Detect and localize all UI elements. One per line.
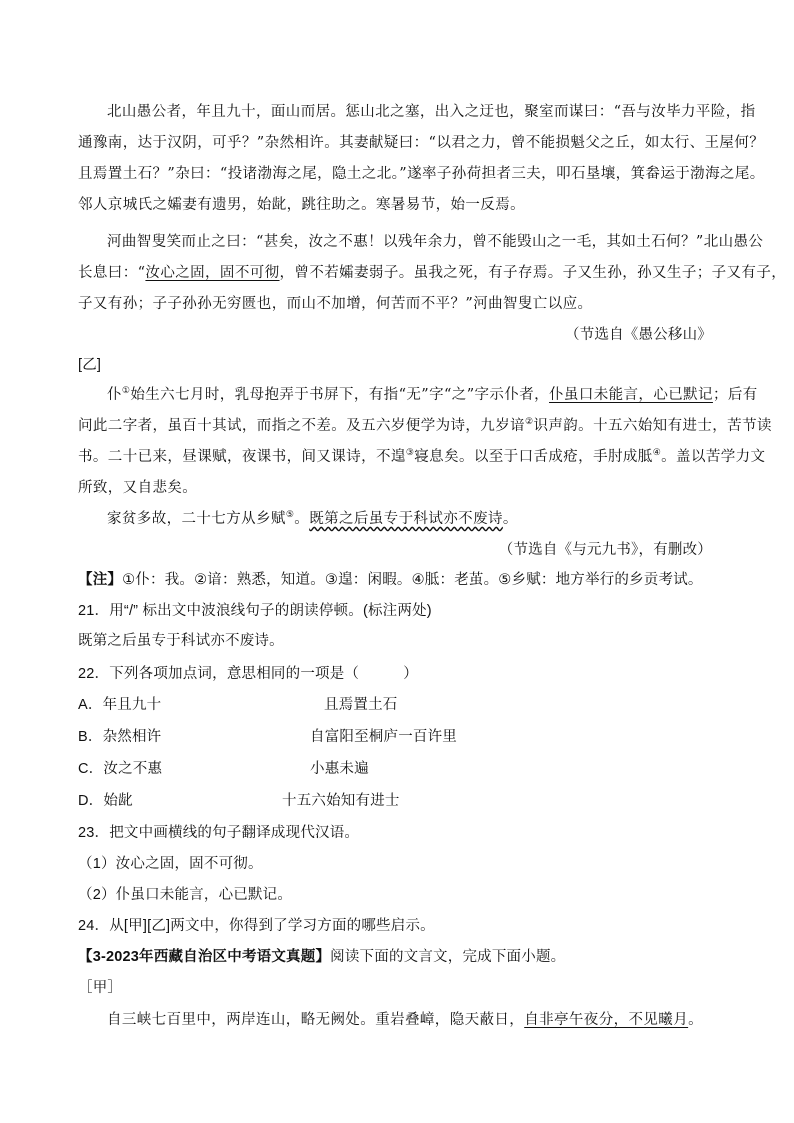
text-segment: 识声韵。十五六始知有进士，苦节读: [533, 418, 772, 434]
passage-b-line-2: [78, 411, 772, 442]
passage-b-line-4: 所致，又自悲矣。: [78, 480, 198, 496]
text-segment: 。盖以苦学力文: [661, 449, 766, 465]
text-segment: 书。二十已来，昼课赋，夜课书，间又课诗，不遑: [78, 449, 406, 465]
text-segment: ；后有: [712, 387, 758, 403]
next-section-line-1: [78, 1005, 728, 1036]
option-d-left: D．始龀: [78, 793, 133, 809]
option-b-left: B．杂然相许: [78, 729, 162, 745]
passage-b-label: [乙]: [78, 357, 102, 373]
question-22-option-b: [78, 722, 728, 753]
passage-a-p2-line-1: 河曲智叟笑而止之曰：“甚矣，汝之不惠！以残年余力，曾不能毁山之一毛，其如土石何？”北山愚公: [107, 234, 764, 250]
option-a-right: 且焉置土石: [324, 697, 398, 713]
underlined-sentence-1: 汝心之固，固不可彻: [145, 265, 280, 281]
notes-label: 【注】: [78, 572, 123, 588]
notes: [78, 565, 728, 596]
option-c-left: C．汝之不惠: [78, 761, 163, 777]
passage-b-p2: [78, 504, 728, 535]
option-b-right: 自富阳至桐庐一百许里: [310, 729, 457, 745]
notes-text: ①仆：我。②谙：熟悉，知道。③遑：闲暇。④胝：老茧。⑤乡赋：地方举行的乡贡考试。: [122, 572, 703, 588]
underlined-sentence-2: 仆虽口未能言，心已默记: [549, 387, 713, 403]
passage-a-line-1: 北山愚公者，年且九十，面山而居。惩山北之塞，出入之迂也，聚室而谋曰：“吾与汝毕力平险，指: [107, 104, 756, 120]
question-21-stem: 21．用“/” 标出文中波浪线句子的朗读停顿。(标注两处): [78, 603, 432, 619]
note-marker-5: ⑤: [285, 510, 295, 521]
text-segment: 问此二字者，虽百十其试，而指之不差。及五六岁便学为诗，九岁谙: [78, 418, 525, 434]
question-21-sentence: 既第之后虽专于科试亦不废诗。: [78, 633, 284, 649]
text-segment: 。: [502, 511, 518, 527]
text-segment: 始生六七月时，乳母抱弄于书屏下，有指“无”字“之”字示仆者，: [130, 387, 550, 403]
text-segment: 。: [294, 511, 310, 527]
text-segment: 寝息矣。以至于口舌成疮，手肘成胝: [414, 449, 653, 465]
option-c-right: 小惠未遍: [310, 761, 369, 777]
next-section-title: [78, 942, 728, 973]
text-segment: 家贫多故，二十七方从乡赋: [107, 511, 286, 527]
section-source-tag: 【3-2023年西藏自治区中考语文真题】: [78, 949, 331, 965]
question-24-stem: 24．从[甲][乙]两文中，你得到了学习方面的哪些启示。: [78, 918, 435, 934]
text-segment: 仆: [107, 387, 122, 403]
text-segment: 自三峡七百里中，两岸连山，略无阙处。重岩叠嶂，隐天蔽日，: [107, 1012, 525, 1028]
text-segment: 。: [688, 1012, 704, 1028]
note-marker-2: ②: [525, 417, 534, 428]
option-d-right: 十五六始知有进士: [282, 793, 400, 809]
question-22-option-a: [78, 690, 728, 721]
next-section-label: ［甲］: [78, 980, 123, 996]
note-marker-4: ④: [652, 448, 662, 459]
passage-a-p2-line-2: [78, 258, 787, 289]
passage-b-line-1: [78, 380, 758, 411]
question-22-stem: 22．下列各项加点词，意思相同的一项是（ ）: [78, 666, 418, 682]
question-23-stem: 23．把文中画横线的句子翻译成现代汉语。: [78, 825, 360, 841]
section-instruction: 阅读下面的文言文，完成下面小题。: [330, 949, 566, 965]
wavy-underlined-sentence: 既第之后虽专于科试亦不废诗: [309, 511, 503, 527]
passage-a-line-2: 通豫南，达于汉阴，可乎？”杂然相许。其妻献疑曰：“以君之力，曾不能损魁父之丘，如太行、王屋何？: [78, 135, 765, 151]
text-segment: 长息曰：“: [78, 265, 146, 281]
note-marker-3: ③: [405, 448, 415, 459]
passage-a-line-3: 且焉置土石？”杂曰：“投诸渤海之尾，隐土之北。”遂率子孙荷担者三夫，叩石垦壤，箕畚运于渤海之尾。: [78, 166, 765, 182]
question-23-item-2: （2）仆虽口未能言，心已默记。: [78, 887, 293, 903]
passage-b-line-3: [78, 442, 766, 473]
passage-a-line-4: 邻人京城氏之孀妻有遗男，始龀，跳往助之。寒暑易节，始一反焉。: [78, 197, 525, 213]
passage-a-p2-line-3: 子又有孙；子子孙孙无穷匮也，而山不加增，何苦而不平？”河曲智叟亡以应。: [78, 296, 593, 312]
passage-b-source: （节选自《与元九书》，有删改）: [498, 542, 712, 558]
note-marker-1: ①: [121, 386, 131, 397]
question-23-item-1: （1）汝心之固，固不可彻。: [78, 856, 263, 872]
passage-a-source: （节选自《愚公移山》: [565, 327, 712, 343]
underlined-sentence-3: 自非亭午夜分，不见曦月: [524, 1012, 689, 1028]
question-22-option-c: [78, 754, 728, 785]
question-22-option-d: [78, 786, 728, 817]
text-segment: ，曾不若孀妻弱子。虽我之死，有子存焉。子又生孙，孙又生子；子又有子，: [279, 265, 787, 281]
option-a-left: A．年且九十: [78, 697, 162, 713]
